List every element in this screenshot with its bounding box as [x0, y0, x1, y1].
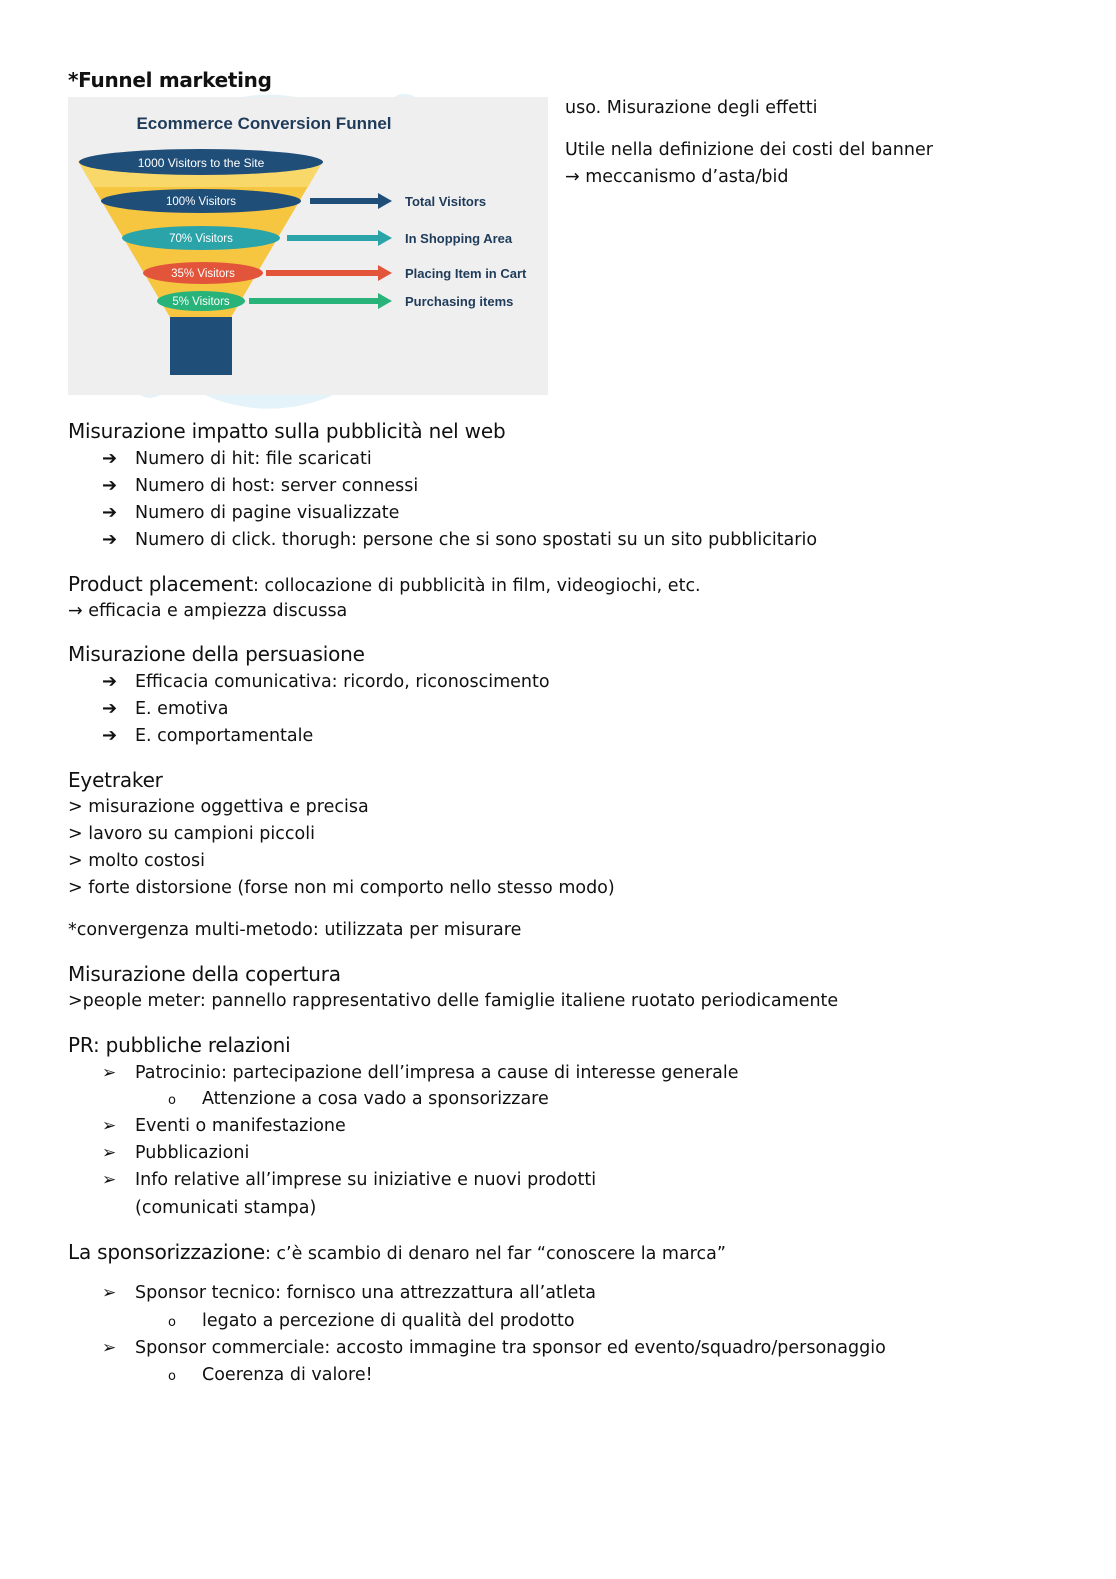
stage-band-label-2: 70% Visitors — [169, 233, 233, 245]
side-note-3: → meccanismo d’asta/bid — [565, 167, 789, 187]
funnel-spout — [170, 317, 232, 375]
stage-arrow-head-4 — [378, 293, 392, 309]
pr-heading: PR: pubbliche relazioni — [68, 1033, 291, 1057]
persuasion-item: ➔ E. emotiva — [102, 698, 229, 719]
sponsorship-subitem: o Coerenza di valore! — [168, 1365, 373, 1385]
stage-arrow-4 — [249, 298, 380, 304]
stage-band-label-3: 35% Visitors — [171, 268, 235, 280]
page-title: *Funnel marketing — [68, 68, 272, 92]
impact-item: ➔ Numero di click. thorugh: persone che si sono spostati su un sito pubblicitario — [102, 529, 818, 550]
sponsorship-line: La sponsorizzazione: c’è scambio di denaro nel far “conoscere la marca” — [68, 1240, 726, 1264]
arrow-bullet-icon: ➔ — [102, 502, 118, 523]
impact-item: ➔ Numero di pagine visualizzate — [102, 502, 400, 523]
stage-label-2: In Shopping Area — [405, 231, 513, 246]
impact-heading: Misurazione impatto sulla pubblicità nel web — [68, 419, 506, 443]
circle-bullet-icon: o — [168, 1369, 176, 1384]
funnel-top-label: 1000 Visitors to the Site — [137, 156, 265, 170]
placement-note: → efficacia e ampiezza discussa — [68, 601, 348, 621]
arrow-bullet-icon: ➔ — [102, 725, 118, 746]
arrow-bullet-icon: ➔ — [102, 671, 118, 692]
chevron-bullet-icon: ➢ — [102, 1170, 117, 1190]
convergence-note: *convergenza multi-metodo: utilizzata per misurare — [68, 920, 522, 940]
arrow-bullet-icon: ➔ — [102, 475, 118, 496]
eyetracker-heading: Eyetraker — [68, 768, 163, 792]
persuasion-item: ➔ E. comportamentale — [102, 725, 314, 746]
circle-bullet-icon: o — [168, 1093, 176, 1108]
impact-item: ➔ Numero di host: server connessi — [102, 475, 419, 496]
coverage-line: >people meter: pannello rappresentativo delle famiglie italiene ruotato periodicamente — [68, 991, 839, 1011]
circle-bullet-icon: o — [168, 1315, 176, 1330]
funnel-infographic — [68, 97, 548, 395]
arrow-bullet-icon: ➔ — [102, 448, 118, 469]
chevron-bullet-icon: ➢ — [102, 1116, 117, 1136]
side-note-2: Utile nella definizione dei costi del banner — [565, 140, 933, 160]
pr-item: ➢ Pubblicazioni — [102, 1143, 250, 1163]
placement-heading: Product placement — [68, 572, 254, 596]
chevron-bullet-icon: ➢ — [102, 1338, 117, 1358]
stage-label-3: Placing Item in Cart — [405, 266, 527, 281]
stage-arrow-3 — [266, 270, 380, 276]
sponsorship-item: ➢ Sponsor commerciale: accosto immagine tra sponsor ed evento/squadro/personaggio — [102, 1338, 886, 1358]
persuasion-heading: Misurazione della persuasione — [68, 642, 365, 666]
stage-arrow-1 — [310, 198, 380, 204]
pr-item: ➢ Info relative all’imprese su iniziative e nuovi prodotti — [102, 1170, 597, 1190]
funnel-title: Ecommerce Conversion Funnel — [136, 114, 392, 133]
pr-item: ➢ Eventi o manifestazione — [102, 1116, 346, 1136]
stage-arrow-2 — [287, 235, 380, 241]
stage-arrow-head-3 — [378, 265, 392, 281]
eyetracker-item: > forte distorsione (forse non mi comporto nello stesso modo) — [68, 878, 615, 898]
eyetracker-item: > molto costosi — [68, 851, 205, 871]
chevron-bullet-icon: ➢ — [102, 1063, 117, 1083]
side-note-1: uso. Misurazione degli effetti — [565, 98, 818, 118]
eyetracker-item: > misurazione oggettiva e precisa — [68, 797, 369, 817]
coverage-heading: Misurazione della copertura — [68, 962, 341, 986]
sponsorship-subitem: o legato a percezione di qualità del prodotto — [168, 1311, 575, 1331]
pr-subitem: o Attenzione a cosa vado a sponsorizzare — [168, 1089, 549, 1109]
arrow-bullet-icon: ➔ — [102, 529, 118, 550]
placement-line: Product placement: collocazione di pubblicità in film, videogiochi, etc. — [68, 572, 701, 596]
stage-band-label-4: 5% Visitors — [172, 296, 230, 308]
persuasion-item: ➔ Efficacia comunicativa: ricordo, riconoscimento — [102, 671, 550, 692]
stage-band-label-1: 100% Visitors — [165, 196, 237, 208]
sponsorship-heading: La sponsorizzazione — [68, 1240, 265, 1264]
pr-item: ➢ Patrocinio: partecipazione dell’impresa a cause di interesse generale — [102, 1063, 739, 1083]
impact-item: ➔ Numero di hit: file scaricati — [102, 448, 372, 469]
chevron-bullet-icon: ➢ — [102, 1283, 117, 1303]
stage-label-4: Purchasing items — [405, 294, 514, 309]
stage-arrow-head-2 — [378, 230, 392, 246]
chevron-bullet-icon: ➢ — [102, 1143, 117, 1163]
arrow-bullet-icon: ➔ — [102, 698, 118, 719]
eyetracker-item: > lavoro su campioni piccoli — [68, 824, 315, 844]
pr-item-continuation: (comunicati stampa) — [135, 1198, 317, 1218]
sponsorship-item: ➢ Sponsor tecnico: fornisco una attrezzattura all’atleta — [102, 1283, 596, 1303]
stage-arrow-head-1 — [378, 193, 392, 209]
stage-label-1: Total Visitors — [405, 194, 487, 209]
